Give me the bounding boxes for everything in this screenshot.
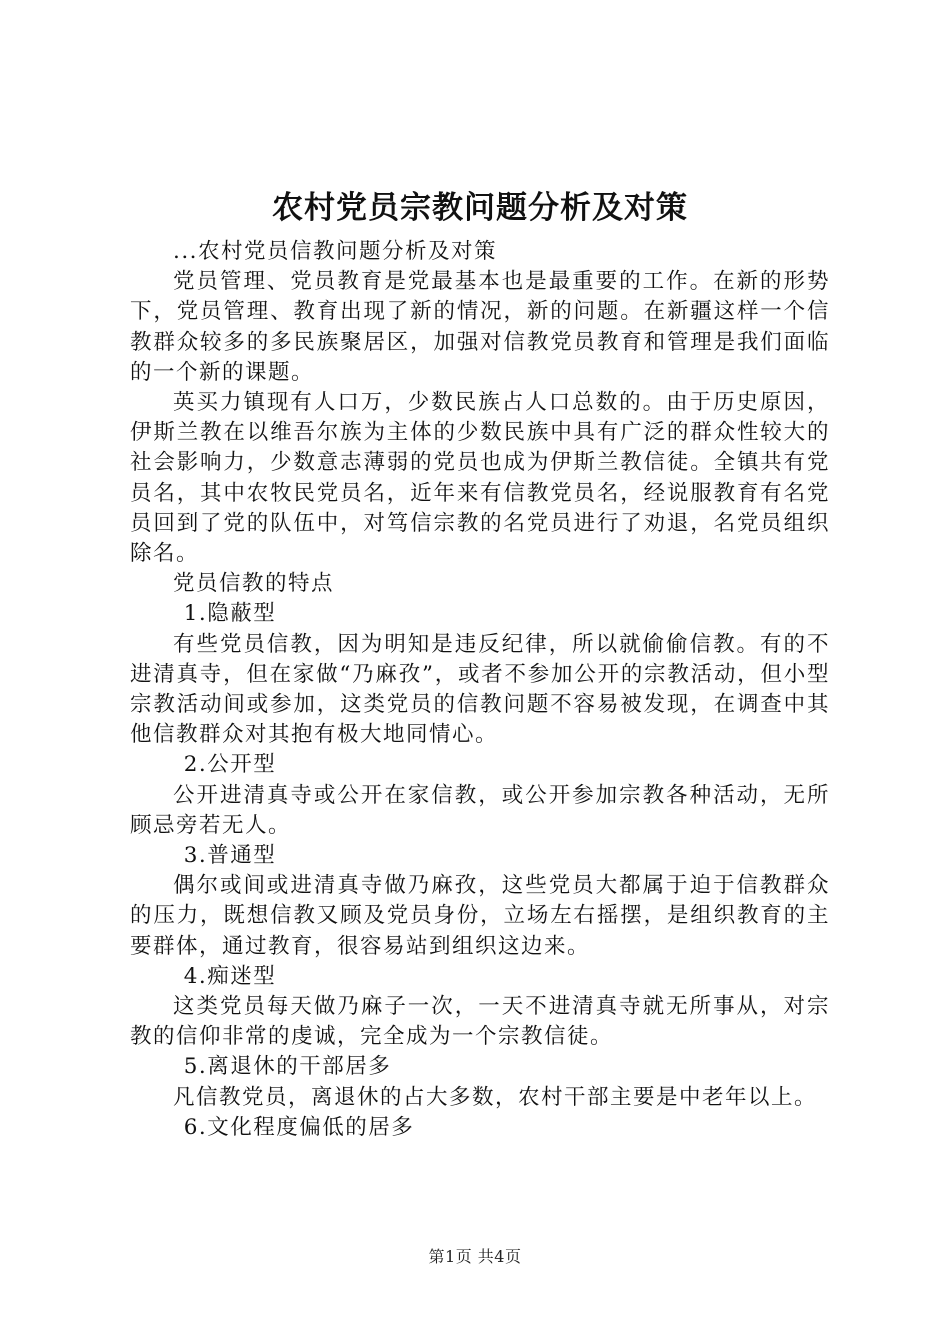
body-paragraph: ...农村党员信教问题分析及对策	[173, 239, 498, 264]
document-body	[130, 237, 830, 1143]
body-paragraph: 党员信教的特点	[173, 571, 335, 597]
section-heading: 5.离退休的干部居多	[183, 1054, 392, 1080]
body-paragraph: 有些党员信教，因为明知是违反纪律，所以就偷偷信教。有的不进清真寺，但在家做“乃麻孜”，或者不参加公开的宗教活动，但小型宗教活动间或参加，这类党员的信教问题不容易被发现，在调查中其他信教群众对其抱有极大地同情心。	[130, 631, 830, 748]
section-heading: 6.文化程度偏低的居多	[183, 1114, 415, 1140]
section-heading: 1.隐蔽型	[183, 601, 277, 627]
page-footer: 第1页 共4页	[428, 1247, 522, 1266]
body-paragraph: 公开进清真寺或公开在家信教，或公开参加宗教各种活动，无所顾忌旁若无人。	[130, 782, 830, 838]
body-paragraph: 偶尔或间或进清真寺做乃麻孜，这些党员大都属于迫于信教群众的压力，既想信教又顾及党员身份，立场左右摇摆，是组织教育的主要群体，通过教育，很容易站到组织这边来。	[130, 873, 830, 959]
document-title: 农村党员宗教问题分析及对策	[272, 190, 688, 226]
body-paragraph: 这类党员每天做乃麻子一次，一天不进清真寺就无所事从，对宗教的信仰非常的虔诚，完全成为一个宗教信徒。	[130, 994, 830, 1050]
body-paragraph: 凡信教党员，离退休的占大多数，农村干部主要是中老年以上。	[173, 1084, 818, 1110]
body-paragraph: 党员管理、党员教育是党最基本也是最重要的工作。在新的形势下，党员管理、教育出现了新的情况，新的问题。在新疆这样一个信教群众较多的多民族聚居区，加强对信教党员教育和管理是我们面临的一个新的课题。	[130, 269, 830, 385]
section-heading: 4.痴迷型	[183, 963, 277, 989]
body-paragraph: 英买力镇现有人口万，少数民族占人口总数的。由于历史原因，伊斯兰教在以维吾尔族为主体的少数民族中具有广泛的群众性较大的社会影响力，少数意志薄弱的党员也成为伊斯兰教信徒。全镇共有党员名，其中农牧民党员名，近年来有信教党员名，经说服教育有名党员回到了党的队伍中，对笃信宗教的名党员进行了劝退，名党员组织除名。	[130, 390, 830, 567]
section-heading: 2.公开型	[183, 752, 277, 778]
section-heading: 3.普通型	[183, 843, 277, 869]
